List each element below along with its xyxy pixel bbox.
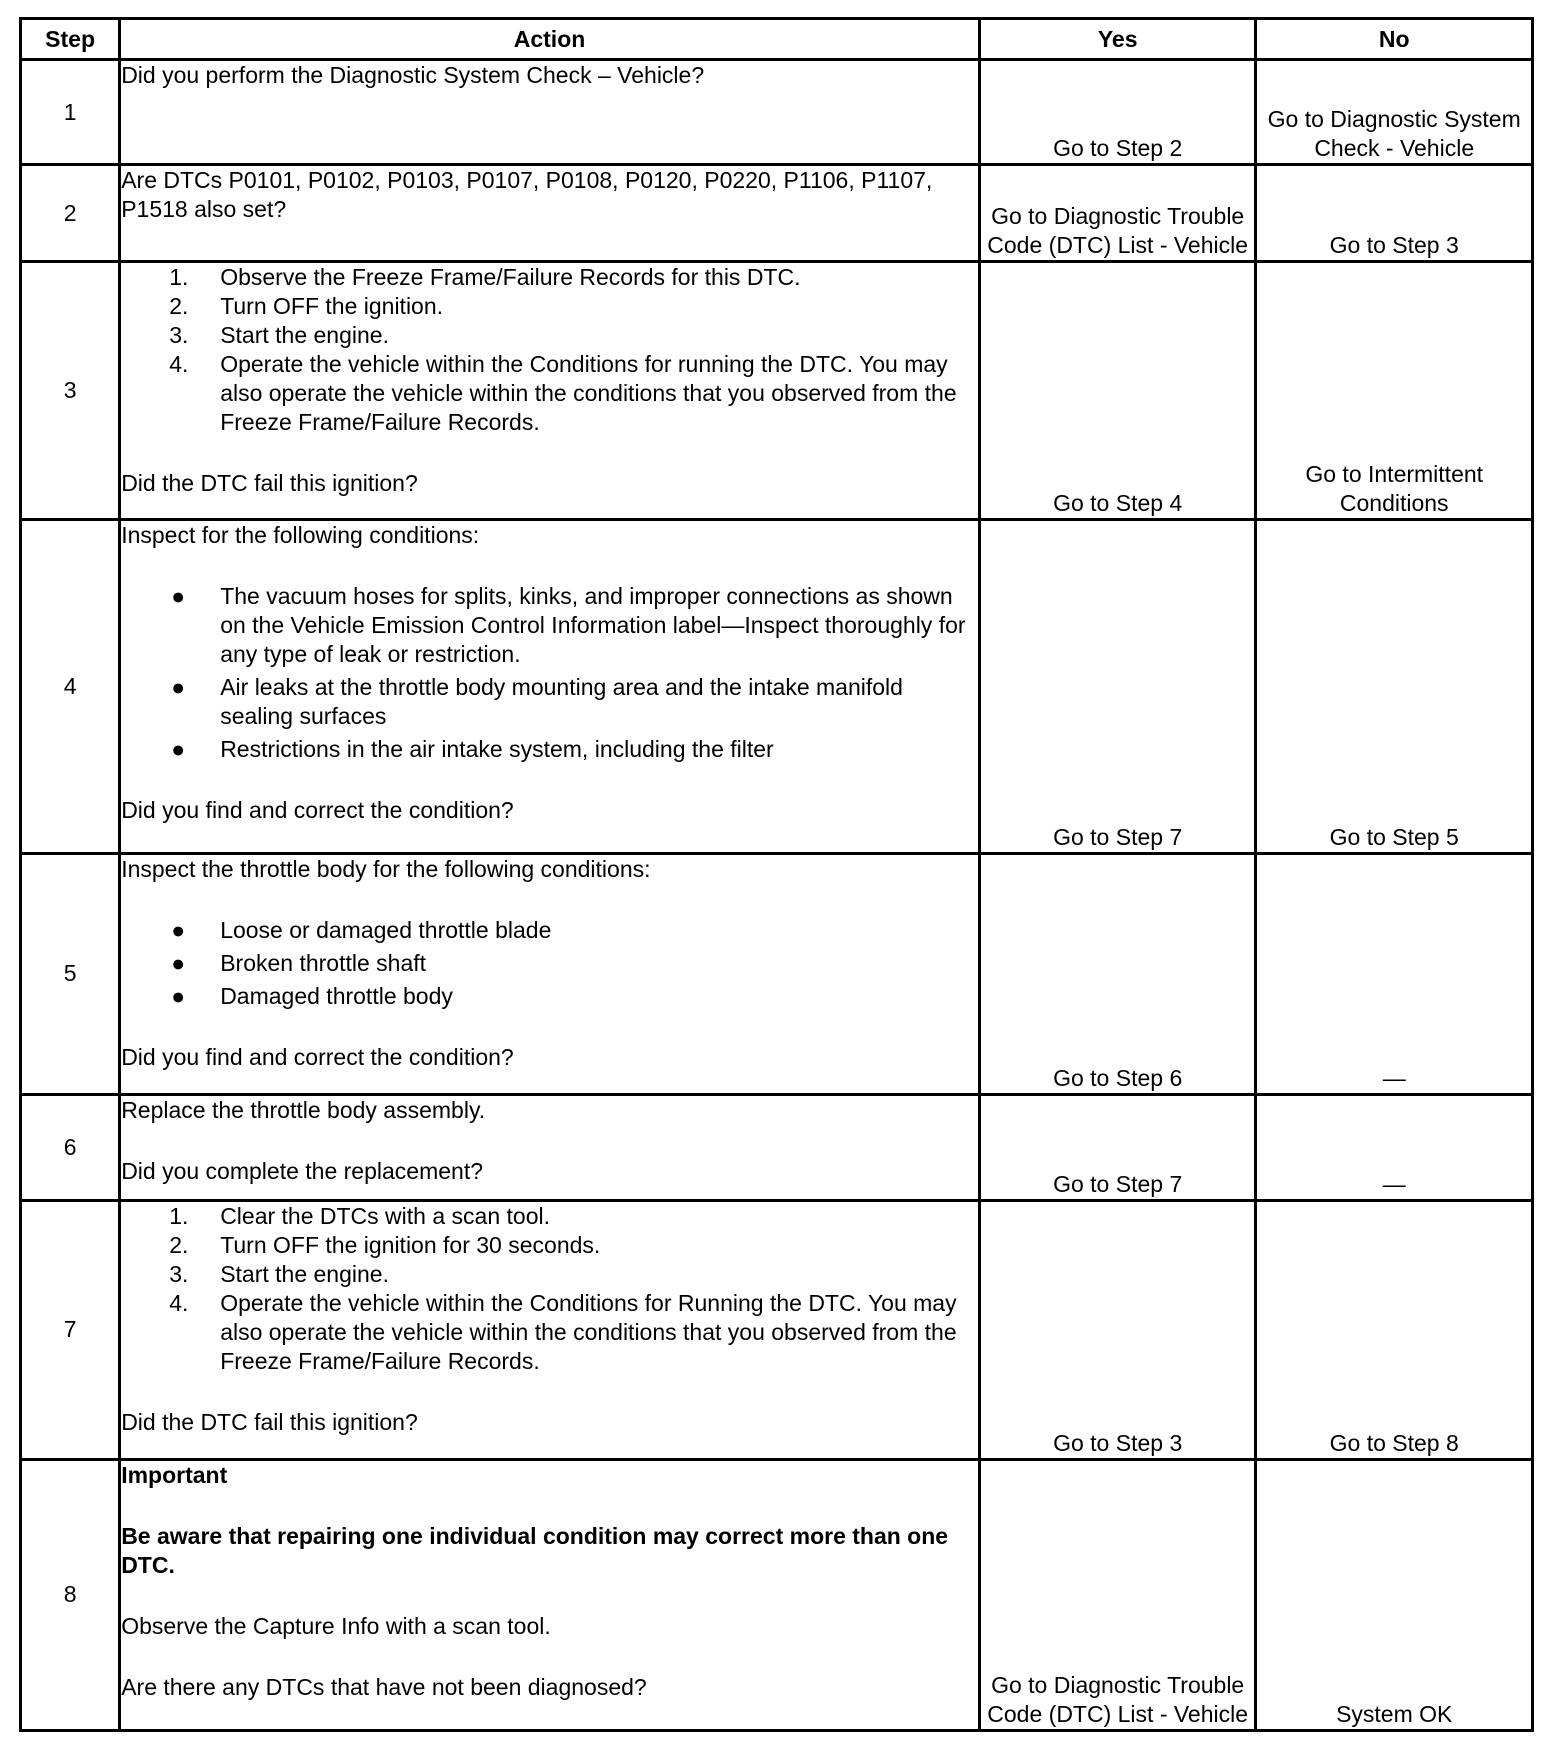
list-item <box>121 263 978 292</box>
list-item <box>121 292 978 321</box>
list-text: Air leaks at the throttle body mounting area and the intake manifold sealing surfaces <box>220 674 903 730</box>
list-text: Turn OFF the ignition. <box>220 292 444 319</box>
table-row <box>21 165 1533 262</box>
action-question: Did you complete the replacement? <box>121 1157 483 1184</box>
no-result: Go to Step 3 <box>1256 165 1533 262</box>
header-no: No <box>1256 19 1533 60</box>
action-text: Inspect for the following conditions: <box>121 522 480 549</box>
list-text: Loose or damaged throttle blade <box>220 916 552 943</box>
action-cell <box>120 1459 980 1731</box>
action-question: Are there any DTCs that have not been diagnosed? <box>121 1673 647 1700</box>
numbered-list <box>121 1202 978 1376</box>
list-text: Clear the DTCs with a scan tool. <box>220 1203 550 1230</box>
action-text: Are DTCs P0101, P0102, P0103, P0107, P0108, P0120, P0220, P1106, P1107, P1518 also set? <box>121 167 933 223</box>
list-text: Damaged throttle body <box>220 982 453 1009</box>
action-text: Did you perform the Diagnostic System Check – Vehicle? <box>121 62 705 88</box>
list-number: 2. <box>169 292 189 319</box>
step-number: 5 <box>21 853 120 1094</box>
list-text: Operate the vehicle within the Conditions for Running the DTC. You may also operate the vehicle within the conditions that you observed from the Freeze Frame/Failure Records. <box>220 1290 957 1375</box>
list-item <box>121 1289 978 1376</box>
diagnostic-table <box>19 17 1534 1732</box>
action-question: Did you find and correct the condition? <box>121 1043 514 1070</box>
action-question: Did the DTC fail this ignition? <box>121 1409 418 1436</box>
yes-result: Go to Step 7 <box>979 1094 1256 1200</box>
table-row <box>21 520 1533 853</box>
list-item <box>121 673 978 731</box>
step-number: 6 <box>21 1094 120 1200</box>
header-row <box>21 19 1533 60</box>
action-cell <box>120 1094 980 1200</box>
step-number: 8 <box>21 1459 120 1731</box>
table-row <box>21 60 1533 165</box>
list-text: Start the engine. <box>220 321 389 348</box>
list-number: 4. <box>169 350 189 377</box>
step-number: 1 <box>21 60 120 165</box>
list-number: 2. <box>169 1232 189 1259</box>
step-number: 3 <box>21 261 120 519</box>
table-row <box>21 853 1533 1094</box>
no-result: — <box>1256 853 1533 1094</box>
yes-result: Go to Step 3 <box>979 1201 1256 1459</box>
yes-result: Go to Step 4 <box>979 261 1256 519</box>
list-number: 4. <box>169 1290 189 1317</box>
action-text: Observe the Capture Info with a scan tool. <box>121 1612 551 1639</box>
yes-result: Go to Step 6 <box>979 853 1256 1094</box>
header-action: Action <box>120 19 980 60</box>
action-question: Did the DTC fail this ignition? <box>121 469 418 496</box>
list-item <box>121 1202 978 1231</box>
list-number: 3. <box>169 321 189 348</box>
list-item <box>121 1260 978 1289</box>
no-result: Go to Step 8 <box>1256 1201 1533 1459</box>
bullet-icon: ● <box>171 583 186 610</box>
list-text: Operate the vehicle within the Conditions for running the DTC. You may also operate the vehicle within the conditions that you observed from the Freeze Frame/Failure Records. <box>220 350 957 435</box>
numbered-list <box>121 263 978 437</box>
action-cell <box>120 520 980 853</box>
no-result: — <box>1256 1094 1533 1200</box>
important-title: Important <box>121 1461 228 1488</box>
bullet-list <box>121 582 978 764</box>
list-number: 1. <box>169 1203 189 1230</box>
list-item <box>121 982 978 1011</box>
list-item <box>121 582 978 669</box>
action-text: Replace the throttle body assembly. <box>121 1096 486 1123</box>
bullet-icon: ● <box>171 736 186 763</box>
list-item <box>121 735 978 764</box>
step-number: 2 <box>21 165 120 262</box>
action-text: Inspect the throttle body for the following conditions: <box>121 855 651 882</box>
list-item <box>121 949 978 978</box>
list-text: Broken throttle shaft <box>220 949 427 976</box>
yes-result: Go to Step 2 <box>979 60 1256 165</box>
header-yes: Yes <box>979 19 1256 60</box>
table-row <box>21 1201 1533 1459</box>
list-number: 1. <box>169 263 189 290</box>
yes-result: Go to Diagnostic Trouble Code (DTC) List - Vehicle <box>979 1459 1256 1731</box>
list-text: Turn OFF the ignition for 30 seconds. <box>220 1232 601 1259</box>
no-result: Go to Step 5 <box>1256 520 1533 853</box>
list-text: Observe the Freeze Frame/Failure Records for this DTC. <box>220 263 801 290</box>
bullet-list <box>121 916 978 1011</box>
list-item <box>121 1231 978 1260</box>
yes-result: Go to Diagnostic Trouble Code (DTC) List - Vehicle <box>979 165 1256 262</box>
list-item <box>121 916 978 945</box>
no-result: Go to Intermittent Conditions <box>1256 261 1533 519</box>
yes-result: Go to Step 7 <box>979 520 1256 853</box>
action-cell <box>120 853 980 1094</box>
list-item <box>121 350 978 437</box>
action-cell <box>120 1201 980 1459</box>
table-row <box>21 1094 1533 1200</box>
bullet-icon: ● <box>171 916 186 943</box>
action-cell <box>120 165 980 262</box>
step-number: 4 <box>21 520 120 853</box>
action-cell <box>120 261 980 519</box>
list-text: Start the engine. <box>220 1261 389 1288</box>
action-question: Did you find and correct the condition? <box>121 797 514 824</box>
table-row <box>21 1459 1533 1731</box>
step-number: 7 <box>21 1201 120 1459</box>
no-result: System OK <box>1256 1459 1533 1731</box>
important-text: Be aware that repairing one individual condition may correct more than one DTC. <box>121 1522 949 1578</box>
list-item <box>121 321 978 350</box>
table-row <box>21 261 1533 519</box>
bullet-icon: ● <box>171 982 186 1009</box>
action-cell <box>120 60 980 165</box>
header-step: Step <box>21 19 120 60</box>
bullet-icon: ● <box>171 674 186 701</box>
no-result: Go to Diagnostic System Check - Vehicle <box>1256 60 1533 165</box>
list-text: Restrictions in the air intake system, including the filter <box>220 736 774 763</box>
bullet-icon: ● <box>171 949 186 976</box>
list-text: The vacuum hoses for splits, kinks, and improper connections as shown on the Vehicle Emission Control Information label—Inspect thoroughly for any type of leak or restriction. <box>220 583 966 668</box>
list-number: 3. <box>169 1261 189 1288</box>
